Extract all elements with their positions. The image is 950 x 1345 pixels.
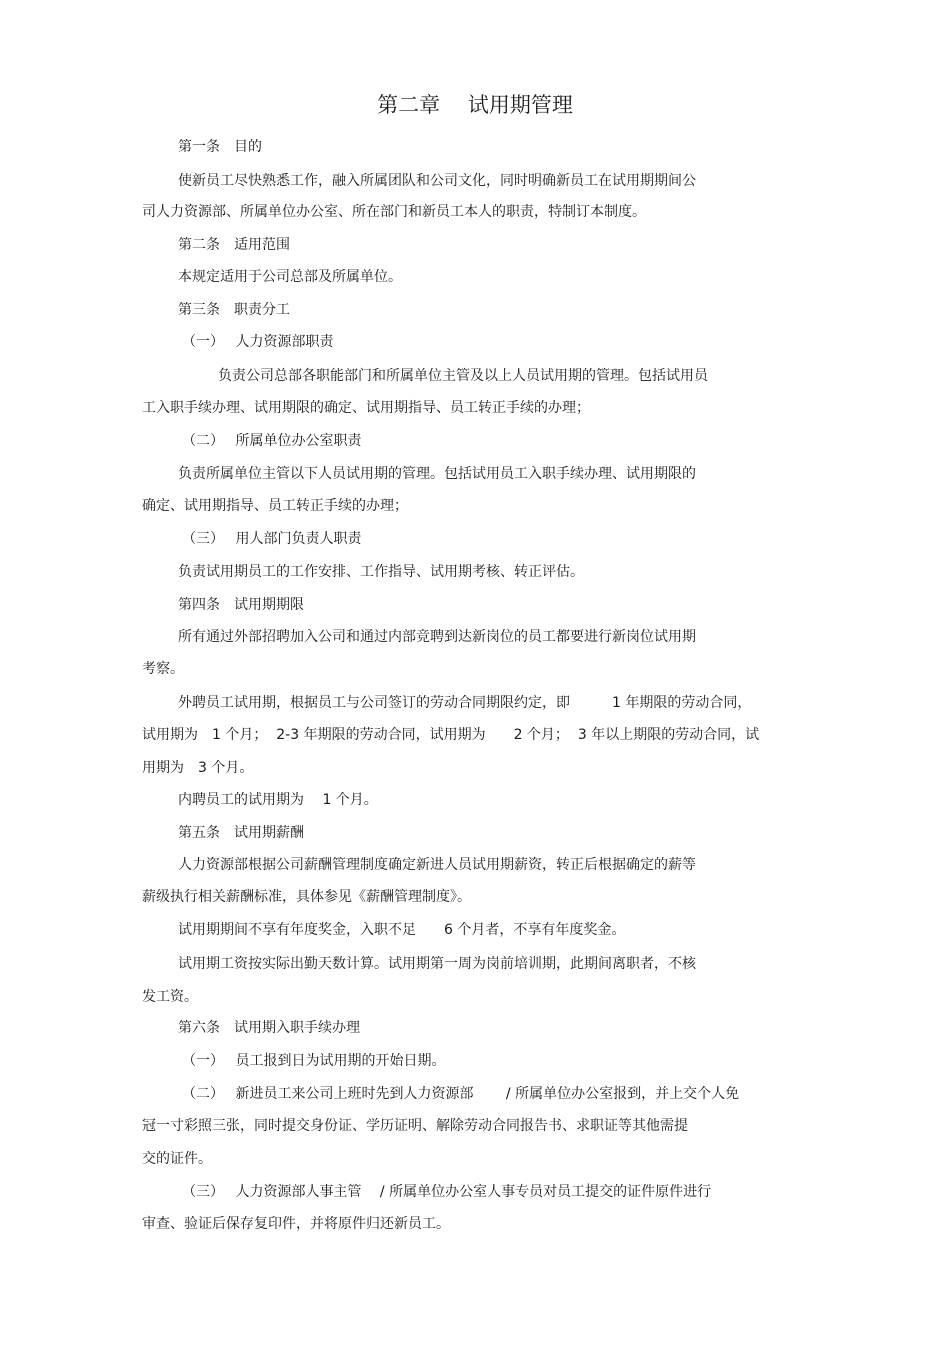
article-3-heading: 第三条 职责分工 <box>178 302 290 318</box>
article-6-item-1: （一） 员工报到日为试用期的开始日期。 <box>182 1053 446 1069</box>
article-6-item-2-line-1: （二） 新进员工来公司上班时先到人力资源部 / 所属单位办公室报到，并上交个人免 <box>182 1086 740 1102</box>
article-6-heading: 第六条 试用期入职手续办理 <box>178 1020 360 1036</box>
article-6-item-2-line-3: 交的证件。 <box>142 1151 212 1167</box>
section-3-heading: （三） 用人部门负责人职责 <box>182 531 362 547</box>
section-1-heading: （一） 人力资源部职责 <box>182 334 334 350</box>
article-4-text-5: 用期为 3 个月。 <box>142 760 254 776</box>
article-2-text: 本规定适用于公司总部及所属单位。 <box>178 269 402 285</box>
section-3-text: 负责试用期员工的工作安排、工作指导、试用期考核、转正评估。 <box>178 564 584 580</box>
article-2-heading: 第二条 适用范围 <box>178 237 290 253</box>
article-4-heading: 第四条 试用期期限 <box>178 597 304 613</box>
article-5-heading: 第五条 试用期薪酬 <box>178 825 304 841</box>
article-5-text-5: 发工资。 <box>142 989 198 1005</box>
article-6-item-3-line-1: （三） 人力资源部人事主管 / 所属单位办公室人事专员对员工提交的证件原件进行 <box>182 1184 712 1200</box>
section-2-text-2: 确定、试用期指导、员工转正手续的办理； <box>142 498 408 514</box>
article-6-item-2-line-2: 冠一寸彩照三张，同时提交身份证、学历证明、解除劳动合同报告书、求职证等其他需提 <box>142 1118 688 1134</box>
article-4-text-6: 内聘员工的试用期为 1 个月。 <box>178 792 378 808</box>
article-5-text-4: 试用期工资按实际出勤天数计算。试用期第一周为岗前培训期，此期间离职者，不核 <box>178 956 696 972</box>
chapter-title: 第二章 试用期管理 <box>377 93 573 117</box>
article-4-text-3: 外聘员工试用期，根据员工与公司签订的劳动合同期限约定，即 1 年期限的劳动合同， <box>178 695 752 711</box>
section-1-text-2: 工入职手续办理、试用期限的确定、试用期指导、员工转正手续的办理； <box>142 400 590 416</box>
article-4-text-2: 考察。 <box>142 661 184 677</box>
article-6-item-3-line-2: 审查、验证后保存复印件，并将原件归还新员工。 <box>142 1216 450 1232</box>
article-5-text-3: 试用期期间不享有年度奖金，入职不足 6 个月者，不享有年度奖金。 <box>178 922 626 938</box>
article-5-text-1: 人力资源部根据公司薪酬管理制度确定新进人员试用期薪资，转正后根据确定的薪等 <box>178 857 696 873</box>
section-2-text-1: 负责所属单位主管以下人员试用期的管理。包括试用员工入职手续办理、试用期限的 <box>178 466 696 482</box>
article-1-text-1: 使新员工尽快熟悉工作，融入所属团队和公司文化，同时明确新员工在试用期期间公 <box>178 173 696 189</box>
article-4-text-1: 所有通过外部招聘加入公司和通过内部竞聘到达新岗位的员工都要进行新岗位试用期 <box>178 629 696 645</box>
article-4-text-4: 试用期为 1 个月； 2-3 年期限的劳动合同，试用期为 2 个月； 3 年以上期限的劳动合同，试 <box>142 727 760 743</box>
section-2-heading: （二） 所属单位办公室职责 <box>182 433 362 449</box>
section-1-text-1: 负责公司总部各职能部门和所属单位主管及以上人员试用期的管理。包括试用员 <box>218 368 708 384</box>
article-1-text-2: 司人力资源部、所属单位办公室、所在部门和新员工本人的职责，特制订本制度。 <box>142 204 646 220</box>
article-5-text-2: 薪级执行相关薪酬标准，具体参见《薪酬管理制度》。 <box>142 889 471 905</box>
article-1-heading: 第一条 目的 <box>178 139 262 155</box>
